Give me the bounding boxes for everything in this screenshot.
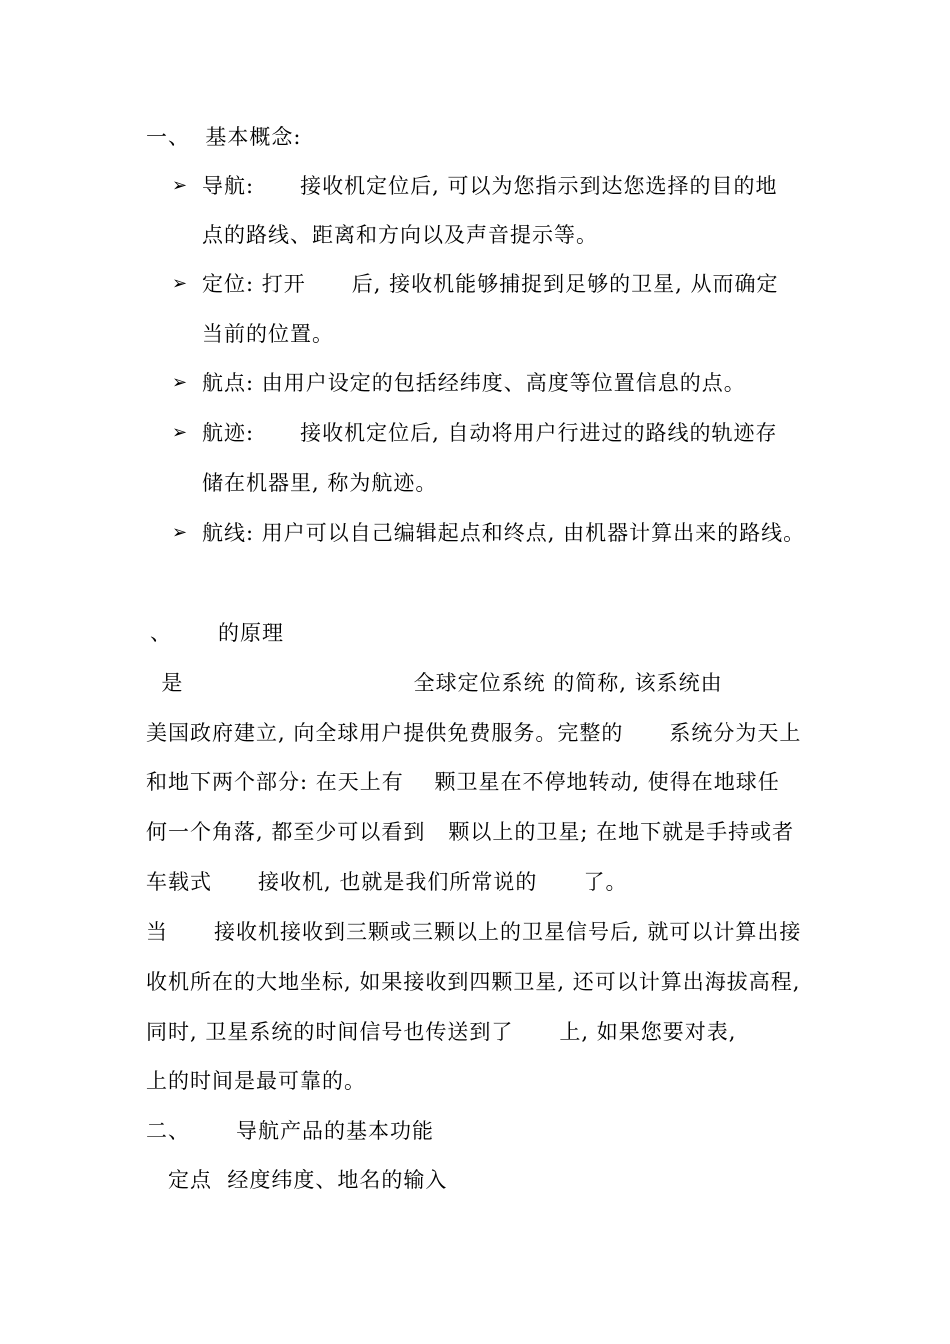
subsection-text: 定点 经度纬度、地名的输入 (168, 1168, 448, 1192)
section-heading: 、 的原理 (150, 621, 285, 645)
paragraph-line: 同时, 卫星系统的时间信号也传送到了 上, 如果您要对表, (146, 1020, 737, 1044)
bullet-arrow-icon: ➢ (172, 422, 188, 443)
bullet-arrow-icon: ➢ (172, 372, 188, 393)
bullet-item-text: 航线: 用户可以自己编辑起点和终点, 由机器计算出来的路线。 (202, 521, 806, 545)
bullet-item-text-continued: 储在机器里, 称为航迹。 (202, 471, 438, 495)
bullet-arrow-icon: ➢ (172, 522, 188, 543)
paragraph-line: 和地下两个部分: 在天上有 颗卫星在不停地转动, 使得在地球任 (146, 770, 780, 794)
bullet-item-text: 定位: 打开 后, 接收机能够捕捉到足够的卫星, 从而确定 (202, 272, 779, 296)
bullet-item-text: 导航: 接收机定位后, 可以为您指示到达您选择的目的地 (202, 174, 778, 198)
bullet-item-text: 航迹: 接收机定位后, 自动将用户行进过的路线的轨迹存 (202, 421, 778, 445)
paragraph-line: 何一个角落, 都至少可以看到 颗以上的卫星; 在地下就是手持或者 (146, 820, 795, 844)
paragraph-line: 是 全球定位系统 的简称, 该系统由 (146, 671, 723, 695)
bullet-item-text-continued: 点的路线、距离和方向以及声音提示等。 (202, 223, 598, 247)
bullet-item-text-continued: 当前的位置。 (202, 322, 334, 346)
section-heading: 二、 导航产品的基本功能 (146, 1119, 435, 1143)
paragraph-line: 收机所在的大地坐标, 如果接收到四颗卫星, 还可以计算出海拔高程, (146, 970, 801, 994)
section-heading: 一、 基本概念: (146, 125, 302, 149)
paragraph-line: 上的时间是最可靠的。 (146, 1069, 366, 1093)
paragraph-line: 车载式 接收机, 也就是我们所常说的 了。 (146, 870, 628, 894)
bullet-item-text: 航点: 由用户设定的包括经纬度、高度等位置信息的点。 (202, 371, 746, 395)
paragraph-line: 当 接收机接收到三颗或三颗以上的卫星信号后, 就可以计算出接 (146, 920, 802, 944)
bullet-arrow-icon: ➢ (172, 273, 188, 294)
paragraph-line: 美国政府建立, 向全球用户提供免费服务。完整的 系统分为天上 (146, 721, 802, 745)
bullet-arrow-icon: ➢ (172, 175, 188, 196)
